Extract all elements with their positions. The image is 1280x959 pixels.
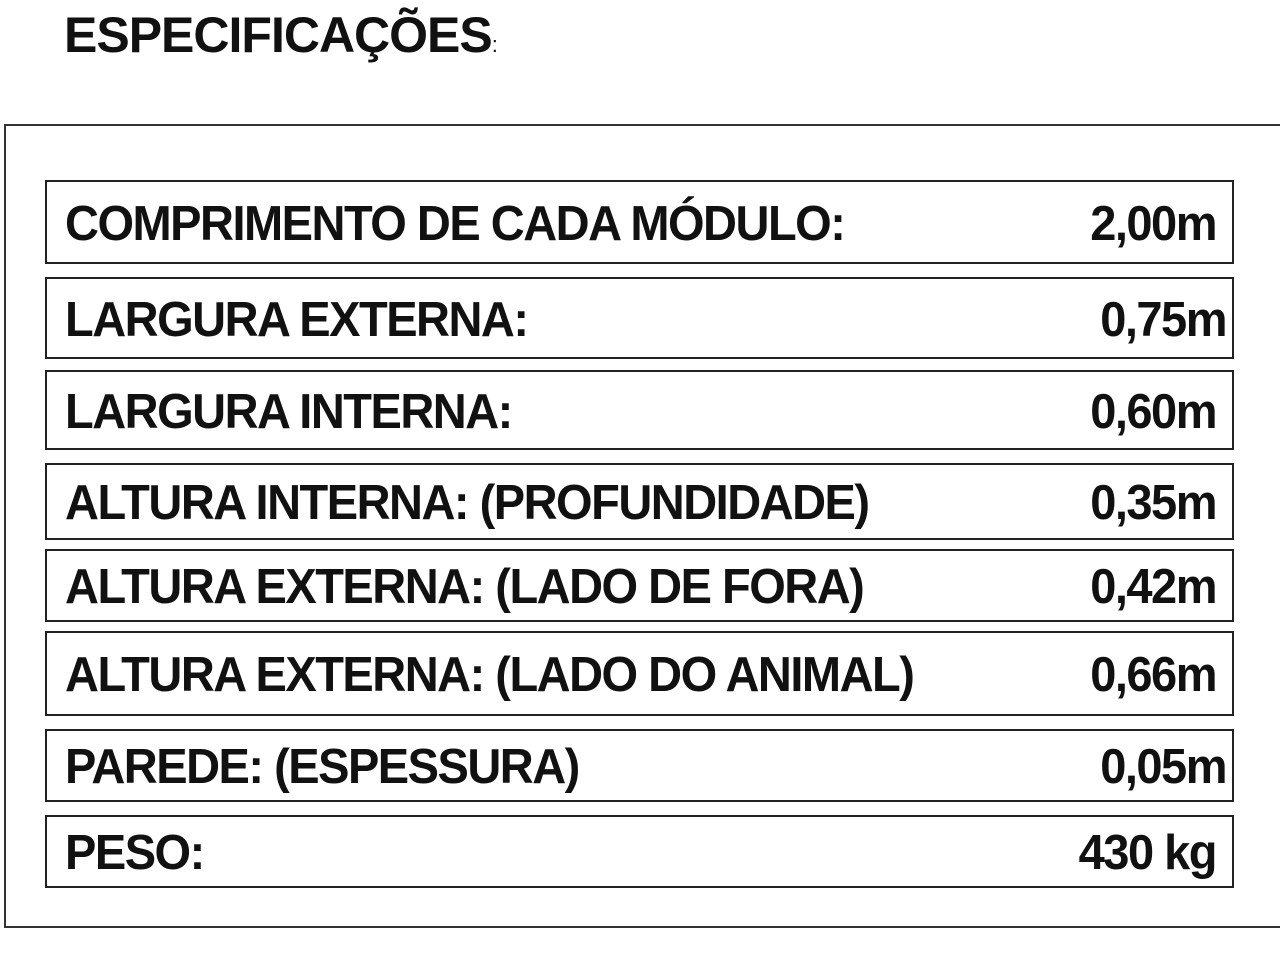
spec-label: ALTURA EXTERNA: (LADO DO ANIMAL): [65, 645, 914, 702]
page-title: [64, 4, 497, 76]
spec-row-external-height-animal-side: [45, 631, 1234, 716]
spec-value: 0,42m: [1090, 557, 1216, 614]
spec-label: COMPRIMENTO DE CADA MÓDULO:: [65, 194, 845, 250]
spec-value: 0,75m: [1100, 290, 1226, 346]
page-title-colon: :: [491, 32, 497, 57]
spec-value: 2,00m: [1090, 194, 1216, 250]
spec-row-wall-thickness: [45, 729, 1234, 802]
spec-label: PAREDE: (ESPESSURA): [65, 737, 579, 794]
page-title-text: ESPECIFICAÇÕES: [64, 7, 492, 63]
spec-label: ALTURA INTERNA: (PROFUNDIDADE): [65, 473, 869, 530]
spec-value: 0,05m: [1100, 737, 1226, 794]
spec-label: LARGURA EXTERNA:: [65, 290, 528, 346]
spec-row-internal-height: [45, 463, 1234, 540]
spec-label: LARGURA INTERNA:: [65, 382, 512, 438]
spec-row-external-width: [45, 277, 1234, 359]
spec-row-module-length: [45, 180, 1234, 264]
spec-row-internal-width: [45, 370, 1234, 450]
spec-row-weight: [45, 815, 1234, 888]
spec-value: 430 kg: [1078, 823, 1216, 880]
spec-value: 0,60m: [1090, 382, 1216, 438]
spec-row-external-height-outside: [45, 549, 1234, 622]
spec-label: PESO:: [65, 823, 204, 880]
spec-value: 0,66m: [1090, 645, 1216, 702]
spec-value: 0,35m: [1090, 473, 1216, 530]
spec-label: ALTURA EXTERNA: (LADO DE FORA): [65, 557, 864, 614]
